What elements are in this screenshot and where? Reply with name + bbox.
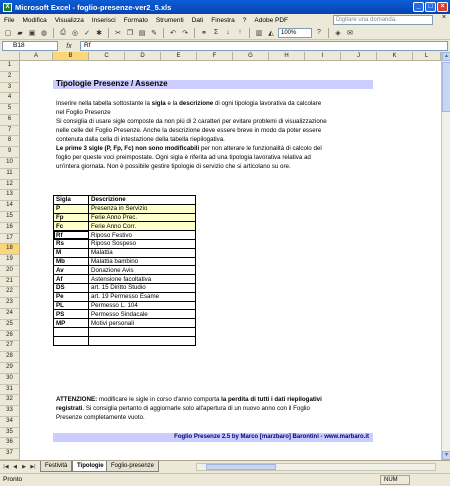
help-question-input[interactable]: Digitare una domanda. xyxy=(333,15,433,25)
row-header-6[interactable]: 6 xyxy=(0,115,20,126)
row-header-16[interactable]: 16 xyxy=(0,223,20,234)
sigla-cell[interactable]: MP xyxy=(54,319,89,328)
drawing-icon[interactable]: ◭ xyxy=(268,29,274,37)
instruction-line: Si consiglia di usare sigle composte da non più di 2 caratteri per evitare problemi di visualizzazione xyxy=(56,118,327,125)
sigla-cell[interactable]: Af xyxy=(54,275,89,284)
menu-dati[interactable]: Dati xyxy=(191,16,204,24)
row-header-28[interactable]: 28 xyxy=(0,352,20,363)
row-header-36[interactable]: 36 xyxy=(0,438,20,449)
warning-bold: ATTENZIONE: xyxy=(56,396,98,403)
spelling-icon[interactable]: ✓ xyxy=(84,29,90,37)
descrizione-cell[interactable]: Motivi personali xyxy=(89,319,196,328)
menu-bar xyxy=(0,14,450,26)
menu-visualizza[interactable]: Visualizza xyxy=(54,16,84,24)
help-icon[interactable]: ? xyxy=(317,29,321,36)
row-header-33[interactable]: 33 xyxy=(0,406,20,417)
window-title: Microsoft Excel - foglio-presenze-ver2_5.xls xyxy=(15,2,172,12)
row-header-10[interactable]: 10 xyxy=(0,158,20,169)
toolbar-separator xyxy=(249,28,250,38)
row-header-27[interactable]: 27 xyxy=(0,341,20,352)
instruction-bold: descrizione xyxy=(179,100,214,107)
status-text: Pronto xyxy=(3,476,23,483)
undo-icon[interactable]: ↶ xyxy=(170,29,176,37)
row-header-2[interactable]: 2 xyxy=(0,72,20,83)
row-header-29[interactable]: 29 xyxy=(0,363,20,374)
research-icon[interactable]: ✱ xyxy=(96,29,102,37)
instruction-line xyxy=(56,100,386,109)
tab-navigation xyxy=(2,463,37,471)
sigla-cell[interactable]: Pe xyxy=(54,292,89,301)
permission-icon[interactable]: ◍ xyxy=(40,29,48,37)
excel-icon: X xyxy=(3,3,12,12)
table-row xyxy=(54,292,196,301)
print-preview-icon[interactable]: ◎ xyxy=(71,29,79,37)
row-header-13[interactable]: 13 xyxy=(0,190,20,201)
toolbar-separator xyxy=(53,28,54,38)
save-icon[interactable]: ▣ xyxy=(28,29,36,37)
table-row xyxy=(54,310,196,319)
column-header-l[interactable]: L xyxy=(413,52,441,61)
close-button[interactable]: × xyxy=(437,2,448,12)
next-sheet-icon[interactable]: ▶ xyxy=(22,464,26,470)
row-header-23[interactable]: 23 xyxy=(0,298,20,309)
descrizione-cell[interactable] xyxy=(89,327,196,336)
row-header-20[interactable]: 20 xyxy=(0,266,20,277)
table-row xyxy=(54,266,196,275)
document-close-icon[interactable]: × xyxy=(441,14,446,21)
row-header-31[interactable]: 31 xyxy=(0,385,20,396)
print-icon[interactable]: ⎙ xyxy=(60,28,66,36)
row-header-1[interactable]: 1 xyxy=(0,61,20,72)
warning-line: Presenze completamente vuoto. xyxy=(56,414,145,421)
row-header-22[interactable]: 22 xyxy=(0,287,20,298)
table-row xyxy=(54,222,196,231)
row-header-24[interactable]: 24 xyxy=(0,309,20,320)
row-header-12[interactable]: 12 xyxy=(0,180,20,191)
warning-line xyxy=(56,396,386,405)
instruction-line: foglio per queste voci preimpostate. Ogni sigla è riferita ad una tipologia lavorativa relativa ad xyxy=(56,154,311,161)
zoom-select[interactable]: 100% xyxy=(278,28,312,38)
descrizione-cell[interactable]: Riposo Festivo xyxy=(89,231,196,240)
instruction-bold: Le prime 3 sigle (P, Fp, Fc) non sono modificabili xyxy=(56,145,200,152)
menu-formato[interactable]: Formato xyxy=(123,16,148,24)
instruction-bold: sigla xyxy=(151,100,166,107)
toolbar-separator xyxy=(108,28,109,38)
warning-text: . Si consiglia pertanto di aggiornarle solo all'apertura di un nuovo anno con il Foglio xyxy=(82,405,310,412)
name-box[interactable]: B18 xyxy=(2,41,58,51)
table-row xyxy=(54,319,196,328)
menu-finestra[interactable]: Finestra xyxy=(211,16,235,24)
vertical-scrollbar[interactable] xyxy=(441,52,450,460)
column-header-c[interactable]: C xyxy=(89,52,125,61)
warning-bold: registrati xyxy=(56,405,83,412)
sigla-cell[interactable] xyxy=(54,336,89,345)
descrizione-cell[interactable]: Presenza in Servizio xyxy=(89,204,196,213)
toolbar-separator xyxy=(163,28,164,38)
autosum-icon[interactable]: Σ xyxy=(213,29,219,36)
prev-sheet-icon[interactable]: ◀ xyxy=(13,464,17,470)
table-row xyxy=(54,327,196,336)
row-headers xyxy=(0,61,20,460)
row-header-32[interactable]: 32 xyxy=(0,395,20,406)
scroll-down-icon[interactable]: ▼ xyxy=(442,451,450,460)
row-header-8[interactable]: 8 xyxy=(0,136,20,147)
instruction-line xyxy=(56,145,386,154)
last-sheet-icon[interactable]: ▶| xyxy=(30,464,36,470)
table-row xyxy=(54,257,196,266)
table-row xyxy=(54,283,196,292)
row-header-7[interactable]: 7 xyxy=(0,126,20,137)
warning-text: modificare le sigle in corso d'anno comporta xyxy=(97,396,222,403)
menu-help[interactable]: ? xyxy=(242,16,247,24)
descrizione-cell[interactable]: Permesso L. 104 xyxy=(89,301,196,310)
tipologie-table xyxy=(53,195,196,346)
sigla-cell[interactable]: Rs xyxy=(54,239,89,248)
menu-inserisci[interactable]: Inserisci xyxy=(91,16,116,24)
descrizione-cell[interactable]: Ferie Anno Corr. xyxy=(89,222,196,231)
pdf-email-icon[interactable]: ✉ xyxy=(347,29,353,37)
instruction-text: per non alterare le funzionalità di calcolo del xyxy=(199,145,322,152)
new-file-icon[interactable]: ▢ xyxy=(4,29,12,37)
menu-adobe-pdf[interactable]: Adobe PDF xyxy=(254,16,289,24)
menu-file[interactable]: File xyxy=(4,16,15,24)
row-header-30[interactable]: 30 xyxy=(0,374,20,385)
instruction-line: nel Foglio Presenze xyxy=(56,109,111,116)
standard-toolbar xyxy=(0,26,450,40)
descrizione-cell[interactable]: art. 19 Permesso Esame xyxy=(89,292,196,301)
column-header-h[interactable]: H xyxy=(269,52,305,61)
warning-line xyxy=(56,405,386,414)
row-header-9[interactable]: 9 xyxy=(0,147,20,158)
row-header-5[interactable]: 5 xyxy=(0,104,20,115)
warning-bold: la perdita di tutti i dati riepilogativi xyxy=(221,396,322,403)
menu-modifica[interactable]: Modifica xyxy=(22,16,47,24)
sort-ascending-icon[interactable]: ↓ xyxy=(226,29,230,36)
header-descrizione[interactable]: Descrizione xyxy=(89,196,196,205)
formula-bar xyxy=(0,40,450,52)
sigla-cell[interactable]: PL xyxy=(54,301,89,310)
column-header-f[interactable]: F xyxy=(197,52,233,61)
column-header-d[interactable]: D xyxy=(125,52,161,61)
row-header-26[interactable]: 26 xyxy=(0,331,20,342)
vertical-scroll-thumb[interactable] xyxy=(442,62,450,112)
sheet-title: Tipologie Presenze / Assenze xyxy=(56,79,168,88)
tab-foglio-presenze[interactable]: Foglio-presenze xyxy=(106,461,159,472)
sigla-cell[interactable] xyxy=(54,327,89,336)
instruction-text: Inserire nella tabella sottostante la xyxy=(56,100,152,107)
chart-wizard-icon[interactable]: ▥ xyxy=(255,29,263,37)
toolbar-separator xyxy=(328,28,329,38)
column-header-g[interactable]: G xyxy=(233,52,269,61)
paste-icon[interactable]: ▤ xyxy=(138,29,146,37)
row-header-25[interactable]: 25 xyxy=(0,320,20,331)
sigla-cell[interactable]: Fc xyxy=(54,222,89,231)
sort-descending-icon[interactable]: ↑ xyxy=(238,29,242,36)
row-header-37[interactable]: 37 xyxy=(0,449,20,460)
row-header-18[interactable]: 18 xyxy=(0,244,20,255)
copy-icon[interactable]: ❐ xyxy=(126,29,134,37)
table-row xyxy=(54,204,196,213)
sigla-cell[interactable]: Av xyxy=(54,266,89,275)
instruction-line: contenuta dalla cella di intestazione della tabella riepilogativa. xyxy=(56,136,225,143)
sigla-cell[interactable]: Mb xyxy=(54,257,89,266)
table-row xyxy=(54,301,196,310)
table-row xyxy=(54,248,196,257)
table-row xyxy=(54,213,196,222)
descrizione-cell[interactable]: Riposo Sospeso xyxy=(89,239,196,248)
table-header-row xyxy=(54,196,196,205)
sigla-cell[interactable]: DS xyxy=(54,283,89,292)
row-header-21[interactable]: 21 xyxy=(0,277,20,288)
descrizione-cell[interactable]: Donazione Avis xyxy=(89,266,196,275)
descrizione-cell[interactable]: art. 15 Diritto Studio xyxy=(89,283,196,292)
menu-strumenti[interactable]: Strumenti xyxy=(155,16,184,24)
numlock-indicator: NUM xyxy=(380,475,410,485)
row-header-15[interactable]: 15 xyxy=(0,212,20,223)
row-header-19[interactable]: 19 xyxy=(0,255,20,266)
sigla-cell[interactable]: P xyxy=(54,204,89,213)
table-row xyxy=(54,275,196,284)
first-sheet-icon[interactable]: |◀ xyxy=(3,464,9,470)
row-header-34[interactable]: 34 xyxy=(0,417,20,428)
select-all-corner[interactable] xyxy=(0,52,20,61)
redo-icon[interactable]: ↷ xyxy=(182,29,188,37)
formula-input[interactable]: Rf xyxy=(80,41,448,51)
hyperlink-icon[interactable]: ⚭ xyxy=(201,29,207,37)
descrizione-cell[interactable]: Permesso Sindacale xyxy=(89,310,196,319)
descrizione-cell[interactable]: Astensione facoltativa xyxy=(89,275,196,284)
row-header-3[interactable]: 3 xyxy=(0,83,20,94)
row-header-14[interactable]: 14 xyxy=(0,201,20,212)
status-bar xyxy=(0,473,450,486)
toolbar-separator xyxy=(194,28,195,38)
maximize-button[interactable]: □ xyxy=(425,2,436,12)
table-row xyxy=(54,239,196,248)
instruction-line: nelle celle del Foglio Presenze. Anche la descrizione deve essere breve in modo da poter essere xyxy=(56,127,322,134)
row-header-4[interactable]: 4 xyxy=(0,93,20,104)
sigla-cell[interactable]: M xyxy=(54,248,89,257)
format-painter-icon[interactable]: ✎ xyxy=(151,29,157,37)
scroll-up-icon[interactable]: ▲ xyxy=(442,52,450,61)
table-row xyxy=(54,231,196,240)
minimize-button[interactable]: _ xyxy=(413,2,424,12)
row-header-11[interactable]: 11 xyxy=(0,169,20,180)
instruction-line: un'intera giornata. Non è possibile gestire tipologie di servizio che si articolano su ore. xyxy=(56,163,291,170)
descrizione-cell[interactable]: Ferie Anno Prec. xyxy=(89,213,196,222)
sheet-tab-bar xyxy=(0,460,450,473)
table-row xyxy=(54,336,196,345)
window-titlebar xyxy=(0,0,450,14)
column-header-e[interactable]: E xyxy=(161,52,197,61)
descrizione-cell[interactable] xyxy=(89,336,196,345)
instruction-text: di ogni tipologia lavorativa da calcolare xyxy=(213,100,322,107)
tab-tipologie[interactable]: Tipologie xyxy=(72,461,109,472)
column-header-b[interactable]: B xyxy=(53,52,89,61)
cut-icon[interactable]: ✂ xyxy=(115,29,121,37)
row-header-35[interactable]: 35 xyxy=(0,428,20,439)
column-header-i[interactable]: I xyxy=(305,52,341,61)
sigla-cell[interactable]: Rf xyxy=(54,231,89,240)
open-folder-icon[interactable]: ▰ xyxy=(17,29,23,37)
tab-festivita[interactable]: Festività xyxy=(40,461,72,472)
column-headers xyxy=(0,52,450,61)
insert-function-icon[interactable]: fx xyxy=(66,42,72,50)
descrizione-cell[interactable]: Malattia bambino xyxy=(89,257,196,266)
sigla-cell[interactable]: PS xyxy=(54,310,89,319)
descrizione-cell[interactable]: Malattia xyxy=(89,248,196,257)
header-sigla[interactable]: Sigla xyxy=(54,196,89,205)
horizontal-scroll-thumb[interactable] xyxy=(206,464,276,470)
column-header-j[interactable]: J xyxy=(341,52,377,61)
sigla-cell[interactable]: Fp xyxy=(54,213,89,222)
column-header-k[interactable]: K xyxy=(377,52,413,61)
pdf-convert-icon[interactable]: ◈ xyxy=(335,29,341,37)
horizontal-scrollbar[interactable] xyxy=(196,463,436,471)
row-header-17[interactable]: 17 xyxy=(0,234,20,245)
instruction-text: e la xyxy=(165,100,180,107)
column-header-a[interactable]: A xyxy=(20,52,53,61)
footer-credit: Foglio Presenze 2.5 by Marco [marzbaro] Barontini - www.marbaro.it xyxy=(53,433,373,442)
worksheet-grid[interactable] xyxy=(20,61,441,460)
